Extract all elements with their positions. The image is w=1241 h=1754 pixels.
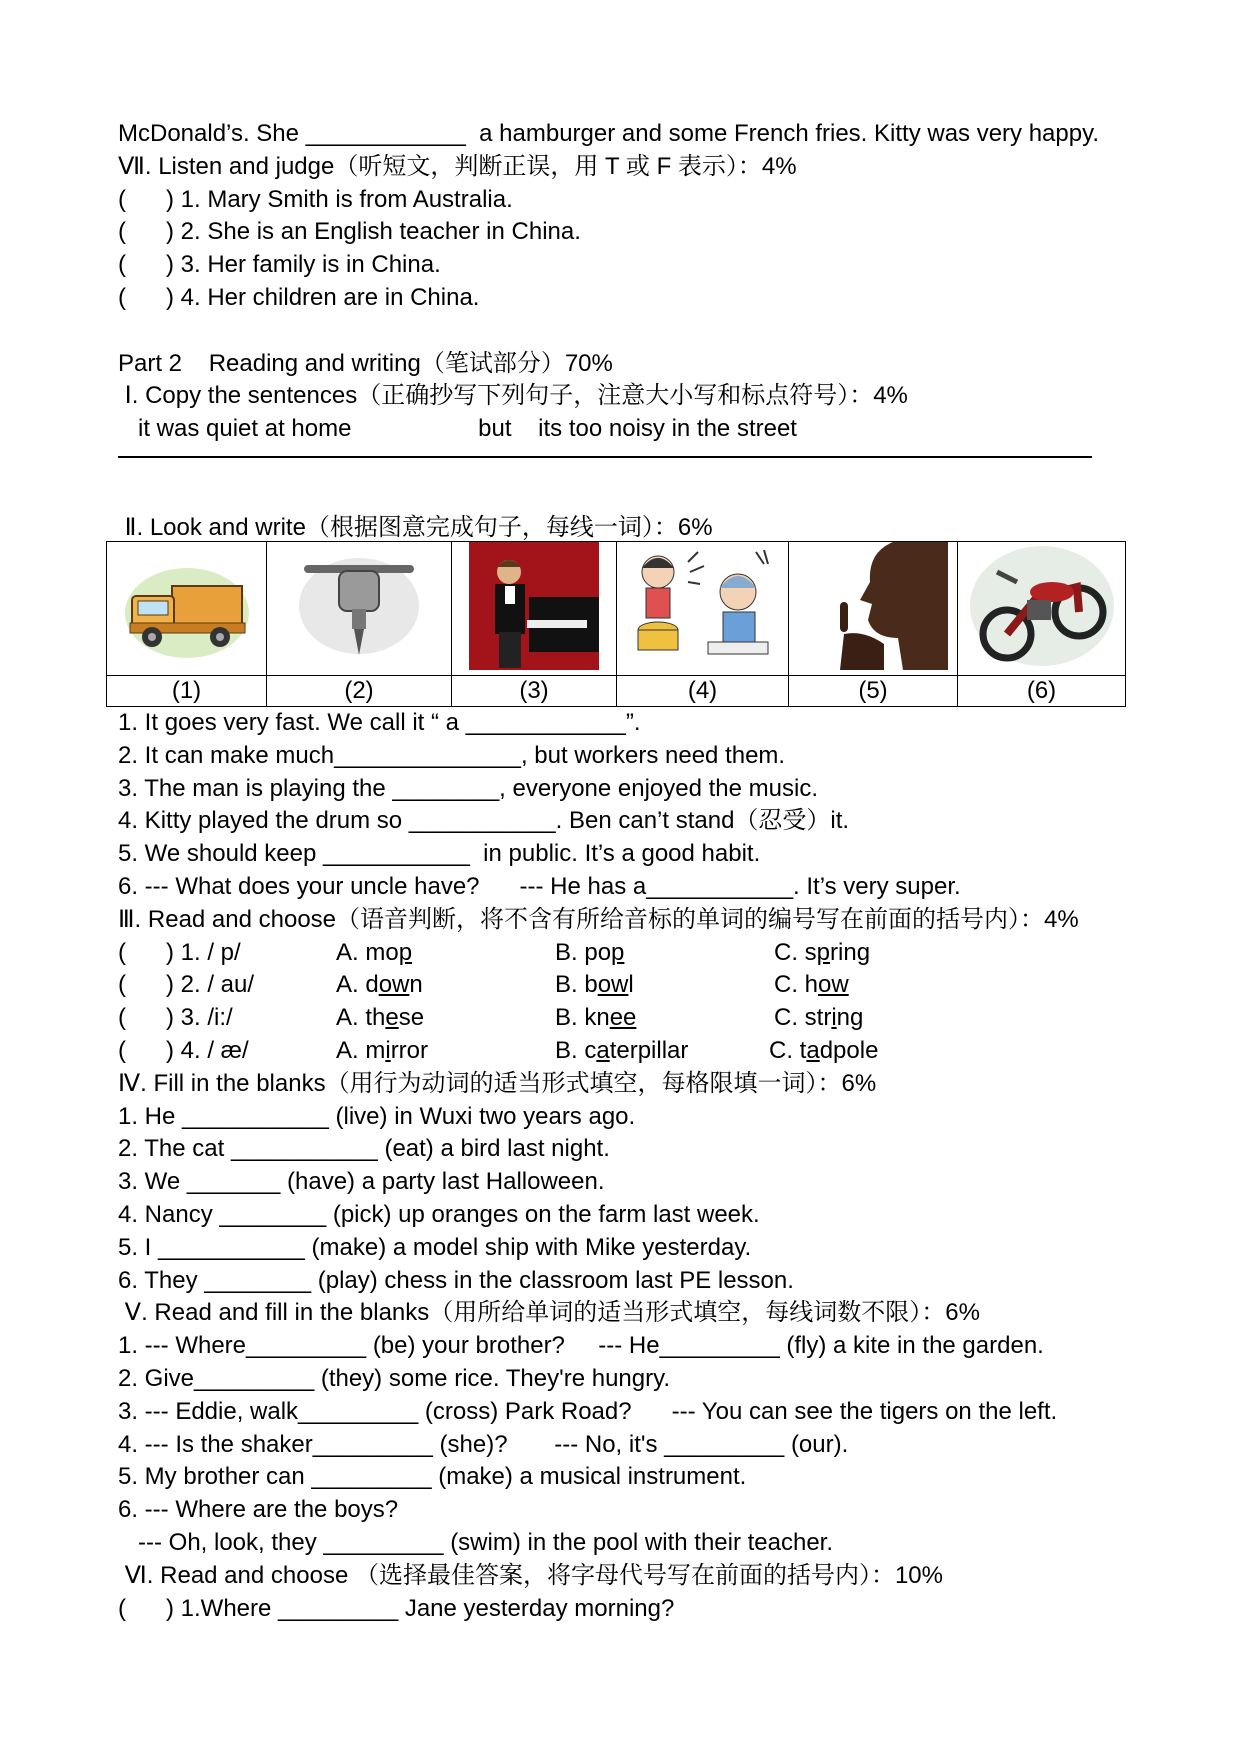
s5-item: 3. --- Eddie, walk_________ (cross) Park Road? --- You can see the tigers on the left. <box>118 1397 1058 1425</box>
s4-item: 4. Nancy ________ (pick) up oranges on the farm last week. <box>118 1200 760 1228</box>
section-2-title: Ⅱ. Look and write（根据图意完成句子，每线一词）：6% <box>118 513 713 541</box>
phonics-row: ( ) 2. / au/ A. down B. bowl C. how <box>118 971 849 999</box>
picture-number: (4) <box>617 676 789 707</box>
s5-item: --- Oh, look, they _________ (swim) in the pool with their teacher. <box>118 1528 834 1556</box>
s2-item: 1. It goes very fast. We call it “ a ____________”. <box>118 709 641 736</box>
s5-item: 6. --- Where are the boys? <box>118 1496 399 1524</box>
truck-icon <box>122 551 252 661</box>
drill-icon <box>294 551 424 661</box>
phonics-row: ( ) 4. / æ/ A. mirror B. caterpillar C. tadpole <box>118 1036 879 1064</box>
quiet-face-icon <box>798 542 948 670</box>
picture-number: (2) <box>267 676 452 707</box>
picture-cell <box>789 542 958 676</box>
section-5-title: Ⅴ. Read and fill in the blanks（用所给单词的适当形式填空，每线词数不限）：6% <box>118 1299 980 1327</box>
s4-item: 2. The cat ___________ (eat) a bird last night. <box>118 1135 610 1163</box>
top-line: McDonald’s. She ____________ a hamburger and some French fries. Kitty was very happy. <box>118 120 1099 147</box>
s2-item: 4. Kitty played the drum so ___________. Ben can’t stand（忍受）it. <box>118 807 850 835</box>
s5-item: 2. Give_________ (they) some rice. They're hungry. <box>118 1364 670 1392</box>
s2-item: 5. We should keep ___________ in public. It’s a good habit. <box>118 840 761 868</box>
phonics-row: ( ) 1. / p/ A. mop B. pop C. spring <box>118 938 871 966</box>
picture-cell <box>267 542 452 676</box>
picture-number: (5) <box>789 676 958 707</box>
section-1-title: Ⅰ. Copy the sentences（正确抄写下列句子，注意大小写和标点符号）：4% <box>118 382 908 410</box>
section-6-title: Ⅵ. Read and choose （选择最佳答案，将字母代号写在前面的括号内）：10% <box>118 1561 943 1589</box>
picture-number: (1) <box>107 676 267 707</box>
s7-item: ( ) 3. Her family is in China. <box>118 251 441 279</box>
s4-item: 3. We _______ (have) a party last Halloween. <box>118 1168 605 1196</box>
part2-title: Part 2 Reading and writing（笔试部分）70% <box>118 349 613 377</box>
s7-item: ( ) 4. Her children are in China. <box>118 283 480 311</box>
section-3-title: Ⅲ. Read and choose（语音判断，将不含有所给音标的单词的编号写在前面的括号内）：4% <box>118 905 1079 933</box>
picture-cell <box>617 542 789 676</box>
picture-number: (3) <box>452 676 617 707</box>
s7-item: ( ) 2. She is an English teacher in China. <box>118 218 581 246</box>
s5-item: 4. --- Is the shaker_________ (she)? --- No, it's _________ (our). <box>118 1430 849 1458</box>
picture-table <box>106 541 1126 707</box>
s4-item: 6. They ________ (play) chess in the classroom last PE lesson. <box>118 1266 794 1294</box>
s5-item: 5. My brother can _________ (make) a musical instrument. <box>118 1463 747 1491</box>
s4-item: 1. He ___________ (live) in Wuxi two years ago. <box>118 1102 636 1130</box>
s6-item: ( ) 1.Where _________ Jane yesterday morning? <box>118 1594 675 1622</box>
picture-number: (6) <box>958 676 1126 707</box>
picture-cell <box>452 542 617 676</box>
copy-sentence: it was quiet at home but its too noisy in the street <box>118 415 797 443</box>
phonics-row: ( ) 3. /i:/ A. these B. knee C. string <box>118 1004 864 1032</box>
picture-cell <box>107 542 267 676</box>
section-7-title: Ⅶ. Listen and judge（听短文，判断正误，用 T 或 F 表示）：4% <box>118 152 797 180</box>
section-4-title: Ⅳ. Fill in the blanks（用行为动词的适当形式填空，每格限填一词）：6% <box>118 1069 877 1097</box>
worksheet-page <box>118 118 1138 545</box>
s2-item: 6. --- What does your uncle have? --- He has a___________. It’s very super. <box>118 872 961 900</box>
s4-item: 5. I ___________ (make) a model ship with Mike yesterday. <box>118 1233 752 1261</box>
s5-item: 1. --- Where_________ (be) your brother? --- He_________ (fly) a kite in the garden. <box>118 1332 1044 1360</box>
s7-item: ( ) 1. Mary Smith is from Australia. <box>118 185 513 213</box>
s2-item: 3. The man is playing the ________, everyone enjoyed the music. <box>118 774 819 802</box>
s2-item: 2. It can make much______________, but workers need them. <box>118 741 786 769</box>
drum-noise-icon <box>628 542 778 670</box>
picture-cell <box>958 542 1126 676</box>
lower-section <box>118 707 1138 1625</box>
motorbike-icon <box>967 542 1117 670</box>
pianist-icon <box>469 542 599 670</box>
